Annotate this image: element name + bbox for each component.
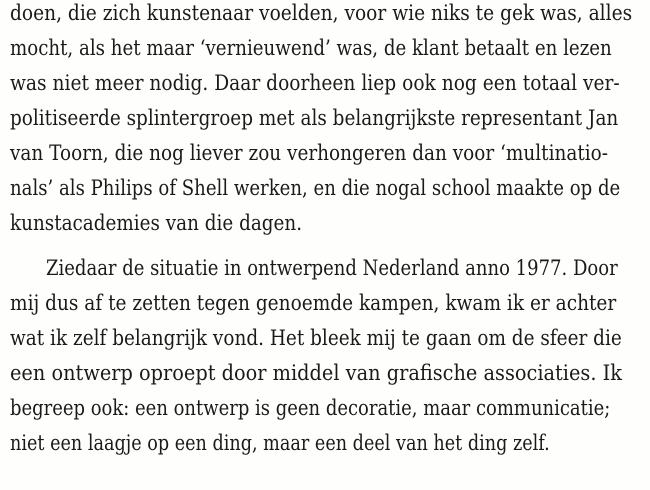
text-line: politiseerde splintergroep met als belangrijkste representant Jan xyxy=(10,106,619,130)
text-line: van Toorn, die nog liever zou verhongeren dan voor ‘multinatio- xyxy=(10,141,608,165)
text-line: was niet meer nodig. Daar doorheen liep ook nog een totaal ver- xyxy=(10,71,620,95)
text-line: nals’ als Philips of Shell werken, en die nogal school maakte op de xyxy=(10,176,621,200)
text-line: wat ik zelf belangrijk vond. Het bleek mij te gaan om de sfeer die xyxy=(10,326,622,350)
text-line: kunstacademies van die dagen. xyxy=(10,211,303,235)
text-line: mij dus af te zetten tegen genoemde kampen, kwam ik er achter xyxy=(10,291,617,315)
text-line: een ontwerp oproept door middel van grafische associaties. Ik xyxy=(10,361,622,385)
text-line: mocht, als het maar ‘vernieuwend’ was, de klant betaalt en lezen xyxy=(10,36,612,60)
text-line: begreep ook: een ontwerp is geen decoratie, maar communicatie; xyxy=(10,396,611,420)
text-line: niet een laagje op een ding, maar een deel van het ding zelf. xyxy=(10,431,550,455)
text-line: doen, die zich kunstenaar voelden, voor wie niks te gek was, alles xyxy=(10,1,633,25)
text-line: Ziedaar de situatie in ontwerpend Nederland anno 1977. Door xyxy=(46,256,618,280)
